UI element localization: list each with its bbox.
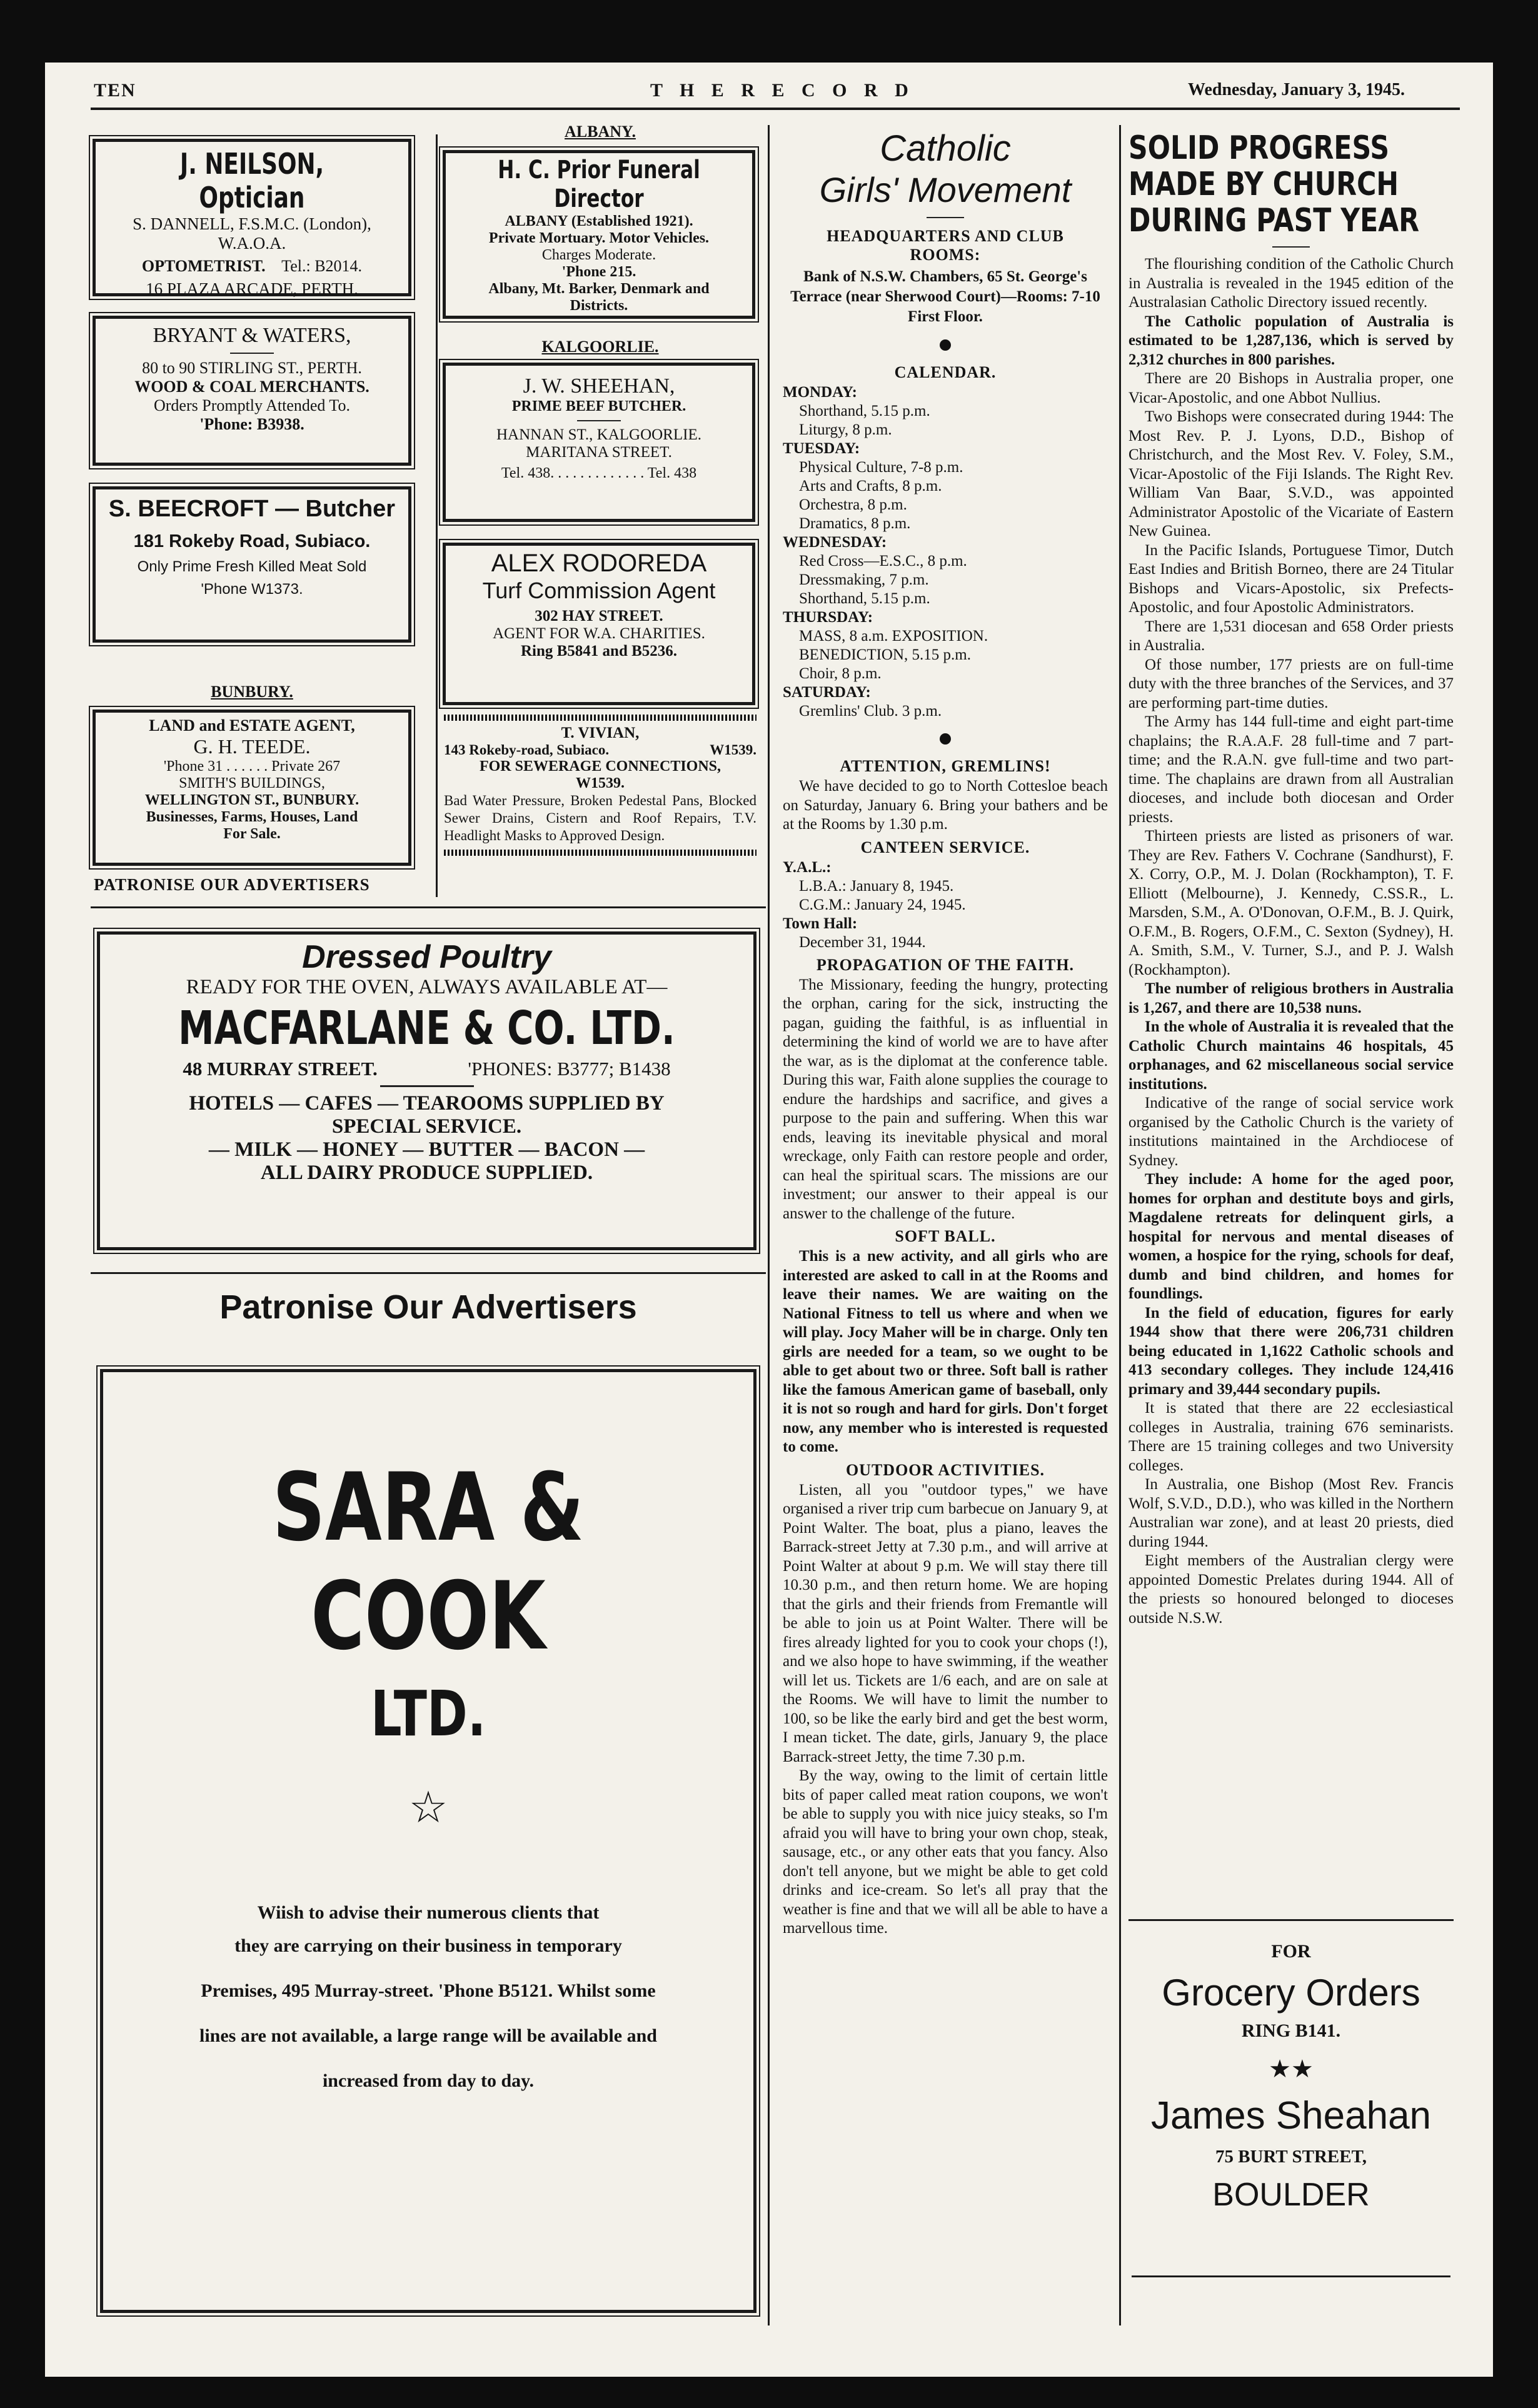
sara-cook-name: SARA & COOK xyxy=(272,1453,585,1671)
catholic-girls-column xyxy=(783,128,1108,1939)
grocery-title: Grocery Orders xyxy=(1162,1972,1420,2014)
teede-line: LAND and ESTATE AGENT, xyxy=(149,716,355,735)
article-paragraph: Thirteen priests are listed as prisoners of war. They are Rev. Fathers V. Cochrane (Sandhurst), F. X. Corry, O.P., M. J. Dolan (Rockhampton), T. F. Elliott (Melbourne), J. Kennedy, C.SS.R., L. Marsden, S.M., A. O'Donovan, O.F.M., B. J. Quirk, O.F.M., B. Rogers, O.F.M., C. Sexton (Sydney), H. A. Smith, S.M., V. Turner, S.J., and P. J. Walsh (Rockhampton). xyxy=(1128,828,1454,978)
bryant-line: WOOD & COAL MERCHANTS. xyxy=(134,378,369,396)
canteen-item: C.G.M.: January 24, 1945. xyxy=(799,896,966,913)
canteen-item: L.B.A.: January 8, 1945. xyxy=(799,877,954,895)
rodoreda-line: Turf Commission Agent xyxy=(482,578,716,603)
hq-text: Bank of N.S.W. Chambers, 65 St. George's Terrace (near Sherwood Court)—Rooms: 7-10 First Floor. xyxy=(790,268,1100,325)
calendar-item: Arts and Crafts, 8 p.m. xyxy=(799,478,942,494)
gremlins-text: We have decided to go to North Cottesloe beach on Saturday, January 6. Bring your bathers and be at the Rooms by 1.30 p.m. xyxy=(783,778,1108,833)
section-rule xyxy=(91,1272,766,1274)
bryant-line: Orders Promptly Attended To. xyxy=(153,396,350,414)
sara-cook-line: Wiish to advise their numerous clients that xyxy=(257,1902,600,1923)
macfarlane-ad xyxy=(97,931,756,1250)
article-paragraph: In the Pacific Islands, Portuguese Timor, Dutch East Indies and British Borneo, there are 24 Titular Bishops and Vicars-Apostolic, six Prefects-Apostolic, and four Apostolic Administrators. xyxy=(1128,541,1454,616)
softball-heading: SOFT BALL. xyxy=(895,1227,996,1245)
patronise-small: PATRONISE OUR ADVERTISERS xyxy=(94,875,370,894)
progress-article xyxy=(1128,130,1454,1628)
calendar-item: BENEDICTION, 5.15 p.m. xyxy=(799,646,971,663)
calendar-item: Shorthand, 5.15 p.m. xyxy=(799,590,930,607)
calendar-item: MASS, 8 a.m. EXPOSITION. xyxy=(799,628,988,645)
column-rule xyxy=(768,125,770,2325)
outdoor-heading: OUTDOOR ACTIVITIES. xyxy=(845,1460,1045,1479)
rodoreda-phone: Ring B5841 and B5236. xyxy=(520,643,678,660)
prior-line: ALBANY (Established 1921). xyxy=(505,213,693,229)
prior-line: Charges Moderate. xyxy=(541,247,656,263)
neilson-line: OPTOMETRIST. xyxy=(141,257,266,275)
calendar-item: Liturgy, 8 p.m. xyxy=(799,421,892,438)
canteen-label: Town Hall: xyxy=(783,915,858,932)
grocery-name: James Sheahan xyxy=(1150,2094,1432,2137)
article-paragraph: In the field of education, figures for early 1944 show that there were 206,731 children being educated in 1,1622 Catholic schools and 413 secondary colleges. They include 124,416 primary and 39,444 secondary pupils. xyxy=(1128,1304,1454,1398)
calendar-item: Gremlins' Club. 3 p.m. xyxy=(799,703,942,720)
calendar-item: Shorthand, 5.15 p.m. xyxy=(799,403,930,419)
day-label: MONDAY: xyxy=(783,384,857,401)
outdoor-text: Listen, all you "outdoor types," we have organised a river trip cum barbecue on January 9, at Point Walter. The boat, plus a piano, leaves the Barrack-street Jetty at 7.30 p.m., and will arrive at Point Walter at about 9 p.m. We will stay there till 10.30 p.m., and then return home. We are hoping that the girls and their friends from Fremantle will be able to join us at Point Walter. There will be fires already lighted for you to cook your chops (!), and we also hope to have swimming, if the weather will let us. Tickets are 1/6 each, and are on sale at the Rooms. We will have to limit the number to 100, so be like the early bird and get the best worm, I mean ticket. The date, girls, January 9, the place Barrack-street Jetty, the time 7.30 p.m. xyxy=(783,1481,1108,1765)
vivian-address: 143 Rokeby-road, Subiaco. xyxy=(444,742,610,758)
macfarlane-name: MACFARLANE & CO. LTD. xyxy=(178,1001,675,1055)
macfarlane-phones: 'PHONES: B3777; B1438 xyxy=(468,1058,671,1080)
article-paragraph: There are 20 Bishops in Australia proper, one Vicar-Apostolic, and one Abbot Nullius. xyxy=(1128,370,1454,406)
article-paragraph: There are 1,531 diocesan and 658 Order priests in Australia. xyxy=(1128,618,1454,654)
calendar-heading: CALENDAR. xyxy=(894,363,997,381)
calendar-item: Dressmaking, 7 p.m. xyxy=(799,571,929,588)
calendar-item: Dramatics, 8 p.m. xyxy=(799,515,911,532)
teede-phone: 'Phone 31 . . . . . . Private 267 xyxy=(163,758,341,775)
calendar-item: Orchestra, 8 p.m. xyxy=(799,496,907,513)
column-rule xyxy=(436,134,438,897)
star-icon: ★★ xyxy=(1269,2055,1314,2083)
calendar-item: Choir, 8 p.m. xyxy=(799,665,882,682)
macfarlane-address: 48 MURRAY STREET. xyxy=(183,1058,378,1080)
canteen-heading: CANTEEN SERVICE. xyxy=(860,838,1030,856)
bullet-icon xyxy=(940,339,951,351)
sheehan-phone: Tel. 438. . . . . . . . . . . . . xyxy=(501,465,645,481)
sara-cook-text: they are carrying on their business in temporary Premises, 495 Murray-street. 'Phone B5121. Whilst some lines are not available, a large range will be available and increased from day to day. xyxy=(199,1935,657,2091)
hq-heading: HEADQUARTERS AND CLUB ROOMS: xyxy=(827,227,1064,264)
neilson-name: J. NEILSON, Optician xyxy=(179,147,324,214)
sheehan-line: HANNAN ST., KALGOORLIE. xyxy=(496,426,701,443)
border-stripe xyxy=(444,715,756,721)
vivian-line: FOR SEWERAGE CONNECTIONS, xyxy=(479,758,721,775)
rodoreda-address: 302 HAY STREET. xyxy=(535,608,663,625)
article-paragraph: Indicative of the range of social service work organised by the Catholic Church is the variety of institutions maintained in the Archdiocese of Sydney. xyxy=(1128,1095,1454,1169)
sheehan-phone: Tel. 438 xyxy=(647,465,697,481)
article-paragraph: In Australia, one Bishop (Most Rev. Francis Wolf, S.V.D., D.D.), who was killed in the Northern Australian war zone), and at least 20 priests, died during 1944. xyxy=(1128,1476,1454,1550)
neilson-line: S. DANNELL, F.S.M.C. (London), xyxy=(133,214,371,233)
teede-ad xyxy=(93,710,411,866)
outdoor-text: By the way, owing to the limit of certain little bits of paper called meat ration coupons, we won't be able to supply you with nice juicy steaks, so I'm afraid you will have to bring your own chop, steak, sausage, etc., or any other eats that you fancy. Also don't tell anyone, but we might be able to get cold drinks and ice-cream. So let's all pray that the weather is fine and that we will all be able to have a marvellous time. xyxy=(783,1767,1108,1937)
article-paragraph: They include: A home for the aged poor, homes for orphan and destitute boys and girls, Magdalene retreats for delinquent girls, a hospital for nervous and mental diseases of women, a hospice for the rying, schools for deaf, dumb and bind children, and homes for foundlings. xyxy=(1128,1171,1454,1302)
neilson-ad xyxy=(93,139,411,296)
faith-text: The Missionary, feeding the hungry, protecting the orphan, caring for the sick, instructing the pagan, guiding the faithful, is as influential in determining the kind of world we are to have after the war, as is the diplomat at the conference table. During this war, Faith alone supplies the courage to endure the hardships and sacrifice, and gives a purpose to the pain and suffering. When this war ends, leaving its inevitable physical and moral wreckage, only Faith can restore people and order, can heal the spiritual scars. The missions are our investment; our answer to their appeal is our answer to the challenge of the future. xyxy=(783,976,1108,1222)
prior-line: Private Mortuary. Motor Vehicles. xyxy=(488,230,710,246)
neilson-line: W.A.O.A. xyxy=(218,234,286,253)
article-paragraph: The number of religious brothers in Australia is 1,267, and there are 10,538 nuns. xyxy=(1128,980,1454,1016)
article-paragraph: Of those number, 177 priests are on full-time duty with the three branches of the Services, and 37 are performing part-time duties. xyxy=(1128,656,1454,711)
canteen-item: December 31, 1944. xyxy=(799,933,926,951)
bryant-line: 80 to 90 STIRLING ST., PERTH. xyxy=(142,359,362,377)
gremlins-heading: ATTENTION, GREMLINS! xyxy=(840,757,1051,775)
paper-name: T H E R E C O R D xyxy=(650,80,915,101)
macfarlane-line: READY FOR THE OVEN, ALWAYS AVAILABLE AT— xyxy=(186,976,668,998)
prior-phone: 'Phone 215. xyxy=(561,264,636,280)
macfarlane-line: ALL DAIRY PRODUCE SUPPLIED. xyxy=(260,1161,593,1184)
issue-date: Wednesday, January 3, 1945. xyxy=(1188,80,1405,99)
bryant-ad xyxy=(93,316,411,466)
day-label: THURSDAY: xyxy=(783,609,873,626)
beecroft-line: Only Prime Fresh Killed Meat Sold xyxy=(137,558,367,575)
masthead-rule xyxy=(91,108,1460,110)
vivian-text: Bad Water Pressure, Broken Pedestal Pans, Blocked Sewer Drains, Cistern and Roof Repairs, T.V. Headlight Masks to Approved Design. xyxy=(444,793,756,843)
macfarlane-title: Dressed Poultry xyxy=(302,939,551,975)
macfarlane-line: — MILK — HONEY — BUTTER — BACON — xyxy=(208,1138,645,1161)
section-rule xyxy=(1132,2275,1450,2277)
bunbury-heading: BUNBURY. xyxy=(211,683,293,701)
prior-line: Districts. xyxy=(570,298,628,314)
vivian-phone: W1539. xyxy=(576,775,625,791)
beecroft-line: 181 Rokeby Road, Subiaco. xyxy=(133,531,371,551)
section-rule xyxy=(91,906,766,908)
catholic-title: Girls' Movement xyxy=(819,170,1072,209)
article-paragraph: It is stated that there are 22 ecclesiastical colleges in Australia, training 676 seminarists. There are 15 training colleges and two University colleges. xyxy=(1128,1400,1454,1474)
grocery-address: 75 BURT STREET, xyxy=(1215,2147,1367,2167)
day-label: TUESDAY: xyxy=(783,440,860,457)
calendar-item: Red Cross—E.S.C., 8 p.m. xyxy=(799,553,967,569)
albany-heading: ALBANY. xyxy=(565,123,636,141)
grocery-ad xyxy=(1128,1941,1454,2214)
rodoreda-line: AGENT FOR W.A. CHARITIES. xyxy=(493,625,705,642)
macfarlane-line: SPECIAL SERVICE. xyxy=(331,1115,522,1138)
bullet-icon xyxy=(940,733,951,745)
grocery-phone: RING B141. xyxy=(1241,2020,1341,2041)
day-label: SATURDAY: xyxy=(783,684,871,701)
sheehan-ad xyxy=(443,363,755,522)
softball-text: This is a new activity, and all girls who are interested are asked to call in at the Rooms and leave their names. We are waiting on the National Fitness to tell us where and when we will play. Jocy Maher will be in charge. Only ten girls are needed for a team, so we ought to be able to get about two or three. Soft ball is rather like the famous American game of baseball, only it is not so rough and hard for girls. Don't forget now, any member who is interested is requested to come. xyxy=(783,1248,1108,1455)
prior-line: Albany, Mt. Barker, Denmark and xyxy=(488,281,710,297)
teede-line: SMITH'S BUILDINGS, xyxy=(179,775,325,791)
teede-line: Businesses, Farms, Houses, Land xyxy=(146,809,358,825)
article-paragraph: The flourishing condition of the Catholic Church in Australia is revealed in the 1945 edition of the Australasian Catholic Directory issued recently. xyxy=(1128,256,1454,311)
page-number: TEN xyxy=(94,80,136,101)
catholic-title: Catholic xyxy=(880,128,1011,169)
kalgoorlie-heading: KALGOORLIE. xyxy=(541,338,659,356)
section-rule xyxy=(1128,1919,1454,1921)
prior-name: H. C. Prior Funeral Director xyxy=(498,156,700,213)
neilson-phone: Tel.: B2014. xyxy=(281,257,363,275)
bryant-phone: 'Phone: B3938. xyxy=(199,415,304,433)
canteen-label: Y.A.L.: xyxy=(783,858,832,876)
article-paragraph: Two Bishops were consecrated during 1944: The Most Rev. P. J. Lyons, D.D., Bishop of Christchurch, and the Most Rev. V. Foley, S.M., Vicar-Apostolic of the Fiji Islands. The Right Rev. William Van Baar, S.V.D., was appointed Administrator Apostolic of the Vicariate of Eastern New Guinea. xyxy=(1128,408,1454,539)
grocery-line: FOR xyxy=(1271,1941,1311,1962)
calendar-item: Physical Culture, 7-8 p.m. xyxy=(799,459,963,476)
progress-headline: SOLID PROGRESS MADE BY CHURCH DURING PAST YEAR xyxy=(1128,129,1420,239)
sara-cook-ad xyxy=(100,1369,756,2313)
rodoreda-name: ALEX RODOREDA xyxy=(491,549,707,577)
teede-line: For Sale. xyxy=(223,826,281,842)
macfarlane-line: HOTELS — CAFES — TEAROOMS SUPPLIED BY xyxy=(189,1092,665,1115)
grocery-town: BOULDER xyxy=(1212,2177,1370,2213)
beecroft-name: S. BEECROFT — Butcher xyxy=(108,496,396,522)
vivian-ad xyxy=(444,715,756,856)
article-paragraph: Eight members of the Australian clergy were appointed Domestic Prelates during 1944. All of the priests so honoured belonged to dioceses outside N.S.W. xyxy=(1128,1552,1454,1627)
prior-ad xyxy=(443,150,755,319)
vivian-phone: W1539. xyxy=(710,742,756,758)
teede-name: G. H. TEEDE. xyxy=(193,735,311,758)
star-icon: ☆ xyxy=(408,1784,448,1832)
border-stripe xyxy=(444,850,756,856)
beecroft-phone: 'Phone W1373. xyxy=(201,581,303,598)
sheehan-line: PRIME BEEF BUTCHER. xyxy=(511,398,686,414)
sheehan-name: J. W. SHEEHAN, xyxy=(523,374,675,398)
patronise-banner: Patronise Our Advertisers xyxy=(219,1288,637,1326)
sara-cook-ltd: LTD. xyxy=(370,1677,486,1750)
bryant-name: BRYANT & WATERS, xyxy=(153,324,351,347)
sheehan-line: MARITANA STREET. xyxy=(526,444,672,461)
neilson-address: 16 PLAZA ARCADE, PERTH. xyxy=(146,279,358,298)
column-rule xyxy=(1119,125,1121,2325)
beecroft-ad xyxy=(93,486,411,643)
faith-heading: PROPAGATION OF THE FAITH. xyxy=(816,955,1075,974)
teede-line: WELLINGTON ST., BUNBURY. xyxy=(144,792,359,808)
vivian-name: T. VIVIAN, xyxy=(561,725,640,741)
day-label: WEDNESDAY: xyxy=(783,534,887,551)
article-paragraph: The Catholic population of Australia is estimated to be 1,287,136, which is served by 2,312 churches in 800 parishes. xyxy=(1128,313,1454,368)
article-paragraph: The Army has 144 full-time and eight part-time chaplains; the R.A.A.F. 28 full-time and 7 part-time; and the R.A.N. gve full-time and two part-time. The chaplains are drawn from all Australian dioceses, and include both diocesan and Order priests. xyxy=(1128,713,1454,826)
rodoreda-ad xyxy=(443,543,755,705)
article-paragraph: In the whole of Australia it is revealed that the Catholic Church maintains 46 hospitals, 45 orphanages, and 62 miscellaneous social service institutions. xyxy=(1128,1018,1454,1093)
